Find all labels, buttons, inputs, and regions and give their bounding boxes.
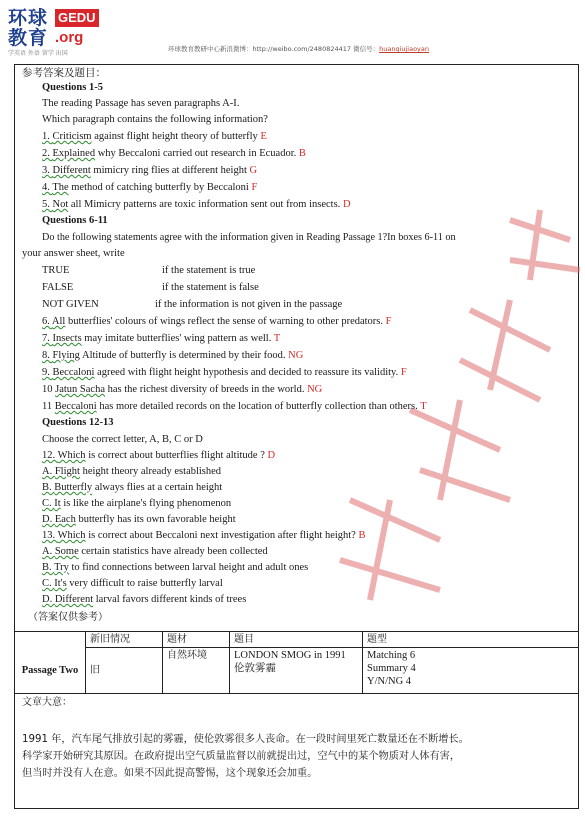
q12-13-intro: Choose the correct letter, A, B, C or D [42, 434, 203, 445]
summary-line: 但当时并没有人在意。如果不因此提高警惕，这个现象还会加重。 [22, 768, 318, 779]
option-item: D. Different larval favors different kinds of trees [42, 594, 247, 605]
list-item: 5. Not all Mimicry patterns are toxic information sent out from insects. D [42, 199, 351, 210]
list-item: 8. Flying Altitude of butterfly is determined by their food. NG [42, 350, 304, 361]
q1-5-intro-1: The reading Passage has seven paragraphs A-I. [42, 98, 240, 109]
question-12: 12. Which is correct about butterflies flight altitude ? D [42, 450, 276, 461]
header-status: 新旧情况 [86, 632, 163, 648]
answer-badge: E [260, 131, 267, 142]
option-item: A. Some certain statistics have already been collected [42, 546, 268, 557]
def-term: NOT GIVEN [42, 299, 99, 310]
answer-badge: F [251, 182, 258, 193]
q12-13-title: Questions 12-13 [42, 417, 114, 428]
answer-badge: B [358, 530, 366, 541]
def-desc: if the statement is true [162, 265, 256, 276]
table-corner-cell [15, 632, 86, 648]
logo-en-1: GEDU [55, 9, 99, 27]
option-item: B. Try to find connections between larval height and adult ones [42, 562, 309, 573]
passage-label: Passage Two [15, 648, 86, 694]
option-item: A. Flight height theory already established [42, 466, 222, 477]
list-item: 2. Explained why Beccaloni carried out research in Ecuador. B [42, 148, 306, 159]
q1-5-intro-2: Which paragraph contains the following information? [42, 114, 268, 125]
summary-label: 文章大意： [22, 697, 72, 708]
list-item: 3. Different mimicry ring flies at different height G [42, 165, 258, 176]
answer-badge: B [298, 148, 306, 159]
logo-cn-2: 教育 [8, 27, 49, 49]
reference-note: （答案仅供参考） [28, 612, 108, 623]
weixin-id: huanqiujiaoyan [379, 45, 430, 53]
list-item: 9. Beccaloni agreed with flight height hypothesis and decided to reassure its validity. F [42, 367, 407, 378]
answer-badge: T [420, 401, 427, 412]
answer-badge: F [400, 367, 407, 378]
header-title: 题目 [230, 632, 363, 648]
def-term: TRUE [42, 265, 70, 276]
summary-line: 科学家开始研究其原因。在政府提出空气质量监督以前就提出过，空气中的某个物质对人体有害， [22, 751, 461, 762]
type-cell [363, 648, 579, 694]
q1-5-title: Questions 1-5 [42, 82, 103, 93]
answer-badge: F [385, 316, 392, 327]
header-type: 题型 [363, 632, 579, 648]
header-topic: 题材 [163, 632, 230, 648]
list-item: 1. Criticism against flight height theory of butterfly E [42, 131, 267, 142]
type-item: Summary 4 [367, 663, 416, 674]
page-header [0, 0, 585, 60]
gedu-logo [8, 8, 118, 56]
list-item: 11 Beccaloni has more detailed records on the location of butterfly collection than others. T [42, 401, 427, 412]
logo-en-2: .org [55, 29, 84, 46]
option-item: D. Each butterfly has its own favorable height [42, 514, 236, 525]
list-item: 4. The method of catching butterfly by Beccaloni F [42, 182, 258, 193]
option-item: B. Butterfly always flies at a certain height [42, 482, 223, 493]
answer-badge: NG [288, 350, 304, 361]
logo-tagline: 学英语 外语 留学 出国 [8, 50, 68, 57]
summary-line: 1991 年，汽车尾气排放引起的雾霾，使伦敦雾很多人丧命。在一段时间里死亡数量还在不断增长。 [22, 734, 469, 745]
answers-heading: 参考答案及题目： [22, 67, 106, 79]
q6-11-title: Questions 6-11 [42, 215, 108, 226]
list-item: 7. Insects may imitate butterflies' wing pattern as well. T [42, 333, 281, 344]
option-item: C. It is like the airplane's flying phenomenon [42, 498, 232, 509]
title-cell: LONDON SMOG in 1991 伦敦雾霾 [230, 648, 363, 694]
def-desc: if the statement is false [162, 282, 259, 293]
list-item: 10 Jatun Sacha has the richest diversity of breeds in the world. NG [42, 384, 323, 395]
answer-badge: D [342, 199, 351, 210]
weibo-text: 环球教育教研中心新浪微博：http://weibo.com/2480824417 微信号： [168, 45, 380, 53]
answer-badge: NG [307, 384, 323, 395]
passage-info-table [14, 631, 579, 694]
question-13: 13. Which is correct about Beccaloni next investigation after flight height? B [42, 530, 366, 541]
status-cell: 旧 [86, 648, 163, 694]
q6-11-intro-2: your answer sheet, write [22, 248, 125, 259]
def-term: FALSE [42, 282, 74, 293]
q6-11-intro-1: Do the following statements agree with the information given in Reading Passage 1?In boxes 6-11 on [42, 232, 456, 243]
type-item: Matching 6 [367, 650, 416, 661]
logo-cn-1: 环球 [8, 7, 49, 29]
list-item: 6. All butterflies' colours of wings reflect the sense of warning to other predators. F [42, 316, 392, 327]
weibo-line [168, 44, 429, 53]
option-item: C. It's very difficult to raise butterfly larval [42, 578, 223, 589]
def-desc: if the information is not given in the passage [155, 299, 343, 310]
topic-cell: 自然环境 [163, 648, 230, 694]
answer-badge: T [273, 333, 281, 344]
answer-badge: D [267, 450, 276, 461]
type-item: Y/N/NG 4 [367, 676, 412, 687]
answer-badge: G [249, 165, 258, 176]
